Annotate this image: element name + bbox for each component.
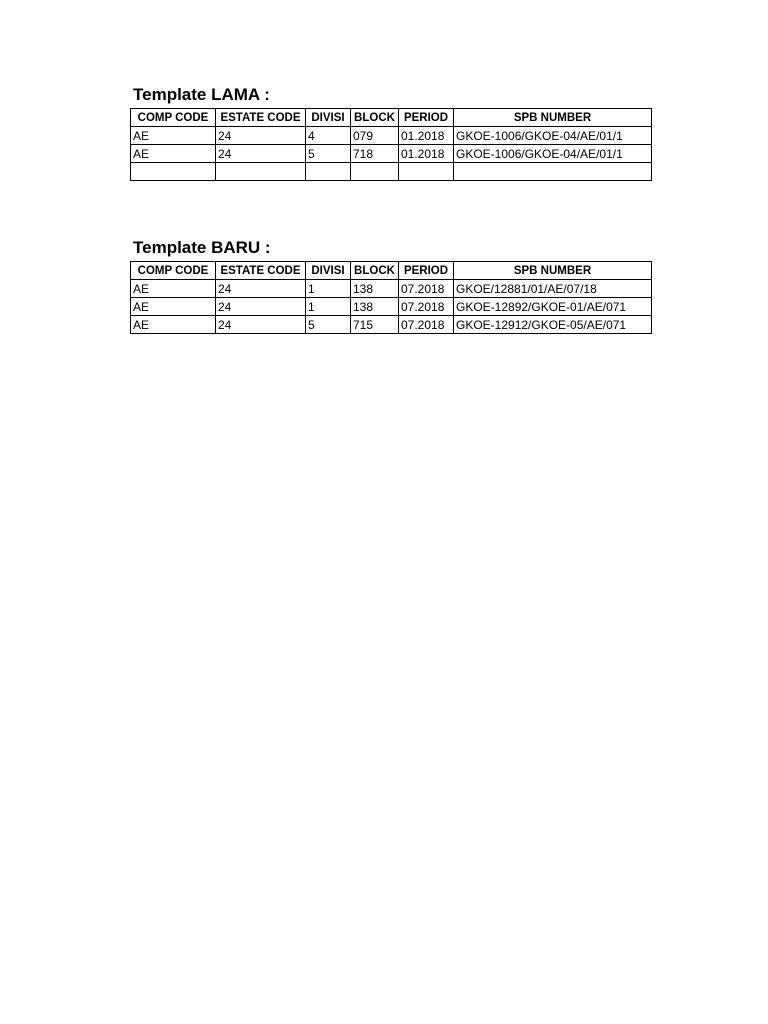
header-block: BLOCK	[351, 109, 399, 127]
table-row	[131, 280, 652, 298]
header-comp-code: COMP CODE	[131, 262, 216, 280]
cell-block: 138	[351, 298, 399, 316]
template-lama-table	[130, 108, 652, 181]
cell-divisi: 5	[306, 145, 351, 163]
cell-comp-code: AE	[131, 316, 216, 334]
cell-estate-code	[216, 163, 306, 181]
cell-estate-code: 24	[216, 280, 306, 298]
template-lama-section	[130, 84, 652, 181]
cell-divisi: 1	[306, 298, 351, 316]
cell-comp-code: AE	[131, 127, 216, 145]
template-baru-title: Template BARU :	[133, 238, 271, 257]
cell-block: 718	[351, 145, 399, 163]
header-period: PERIOD	[399, 262, 454, 280]
cell-comp-code: AE	[131, 145, 216, 163]
cell-block: 715	[351, 316, 399, 334]
template-baru-table	[130, 261, 652, 334]
cell-spb-number	[454, 163, 652, 181]
cell-comp-code: AE	[131, 280, 216, 298]
cell-period: 07.2018	[399, 298, 454, 316]
table-header-row	[131, 109, 652, 127]
cell-period: 07.2018	[399, 316, 454, 334]
cell-spb-number: GKOE/12881/01/AE/07/18	[454, 280, 652, 298]
header-spb-number: SPB NUMBER	[454, 109, 652, 127]
cell-spb-number: GKOE-12892/GKOE-01/AE/071	[454, 298, 652, 316]
cell-period: 01.2018	[399, 145, 454, 163]
cell-comp-code	[131, 163, 216, 181]
cell-period: 07.2018	[399, 280, 454, 298]
cell-estate-code: 24	[216, 298, 306, 316]
cell-spb-number: GKOE-12912/GKOE-05/AE/071	[454, 316, 652, 334]
table-header-row	[131, 262, 652, 280]
header-estate-code: ESTATE CODE	[216, 262, 306, 280]
header-divisi: DIVISI	[306, 109, 351, 127]
header-block: BLOCK	[351, 262, 399, 280]
table-row	[131, 316, 652, 334]
cell-period: 01.2018	[399, 127, 454, 145]
template-baru-section	[130, 237, 652, 334]
table-row-empty	[131, 163, 652, 181]
table-row	[131, 127, 652, 145]
header-estate-code: ESTATE CODE	[216, 109, 306, 127]
cell-divisi: 5	[306, 316, 351, 334]
cell-estate-code: 24	[216, 145, 306, 163]
cell-estate-code: 24	[216, 316, 306, 334]
cell-comp-code: AE	[131, 298, 216, 316]
header-divisi: DIVISI	[306, 262, 351, 280]
cell-spb-number: GKOE-1006/GKOE-04/AE/01/1	[454, 145, 652, 163]
template-lama-title: Template LAMA :	[133, 85, 270, 104]
header-comp-code: COMP CODE	[131, 109, 216, 127]
cell-period	[399, 163, 454, 181]
header-spb-number: SPB NUMBER	[454, 262, 652, 280]
cell-block: 079	[351, 127, 399, 145]
cell-divisi: 1	[306, 280, 351, 298]
cell-estate-code: 24	[216, 127, 306, 145]
cell-spb-number: GKOE-1006/GKOE-04/AE/01/1	[454, 127, 652, 145]
cell-divisi: 4	[306, 127, 351, 145]
cell-divisi	[306, 163, 351, 181]
table-row	[131, 298, 652, 316]
cell-block	[351, 163, 399, 181]
cell-block: 138	[351, 280, 399, 298]
table-row	[131, 145, 652, 163]
header-period: PERIOD	[399, 109, 454, 127]
